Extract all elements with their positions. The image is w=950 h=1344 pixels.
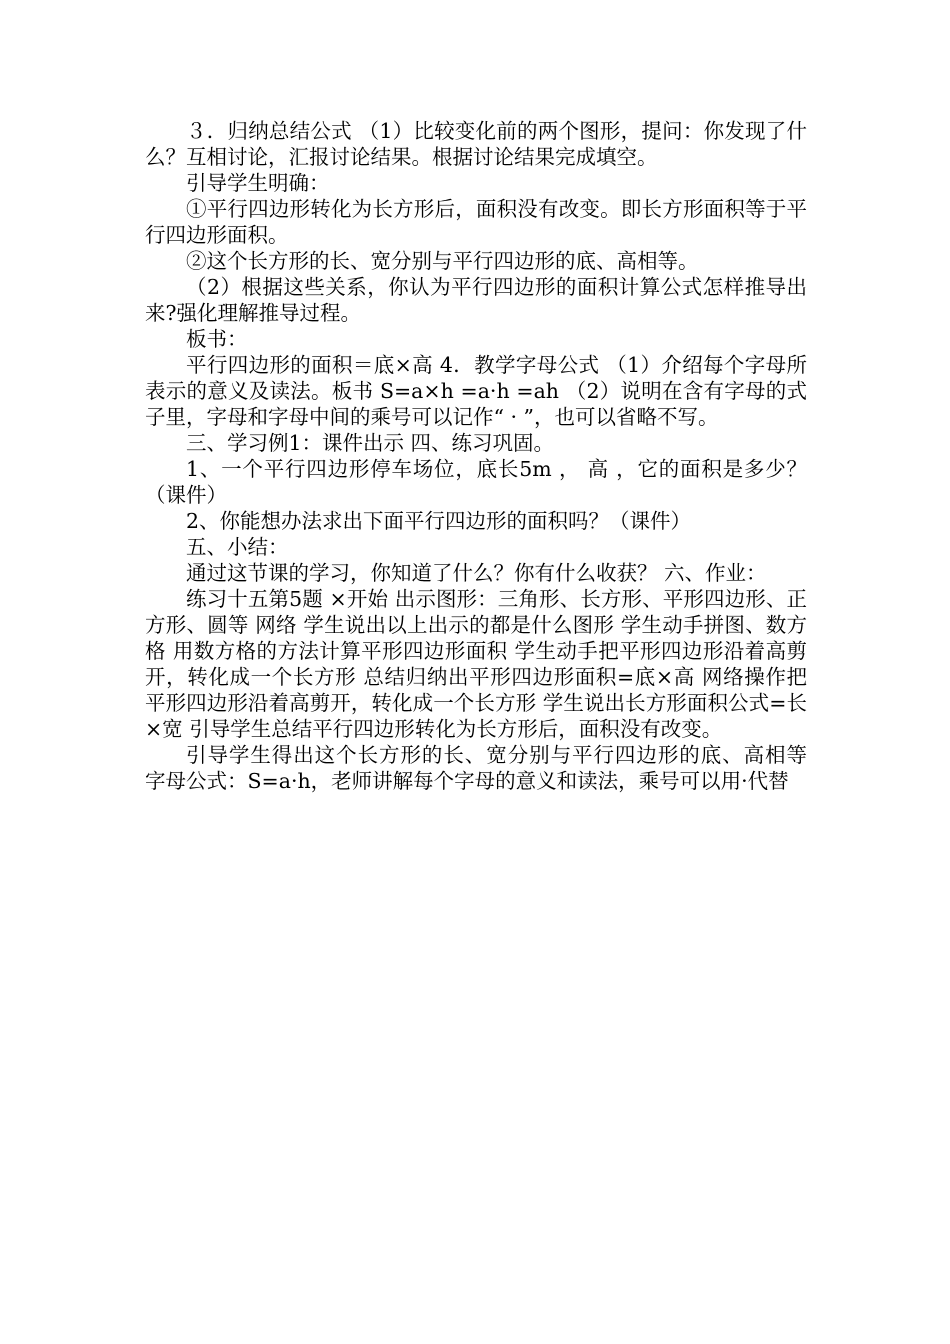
paragraph-point-two: ②这个长方形的长、宽分别与平行四边形的底、高相等。 [186, 249, 699, 273]
paragraph-summary-formula: ３．归纳总结公式 （1）比较变化前的两个图形，提问：你发现了什么？互相讨论，汇报讨论结果。根据讨论结果完成填空。 [145, 119, 807, 169]
paragraph-letter-formula: 引导学生得出这个长方形的长、宽分别与平行四边形的底、高相等 字母公式：S=a·h，老师讲解每个字母的意义和读法，乘号可以用·代替 [145, 743, 807, 793]
paragraph-activity-flow: 练习十五第5题 ×开始 出示图形：三角形、长方形、平形四边形、正方形、圆等 网络 学生说出以上出示的都是什么图形 学生动手拼图、数方格 用数方格的方法计算平形四边形面积 学生动手把平形四边形沿着高剪开，转化成一个长方形 总结归纳出平形四边形面积=底×高 网络操作把平形四边形沿着高剪开，转化成一个长方形 学生说出长方形面积公式=长×宽 引导学生总结平行四边形转化为长方形后，面积没有改变。 [145, 587, 807, 741]
paragraph-point-one: ①平行四边形转化为长方形后，面积没有改变。即长方形面积等于平行四边形面积。 [145, 197, 807, 247]
paragraph-board-heading: 板书： [186, 327, 248, 351]
paragraph-reflection-homework: 通过这节课的学习，你知道了什么？你有什么收获？ 六、作业： [186, 561, 767, 585]
document-body [145, 118, 807, 794]
paragraph-derive-formula: （2）根据这些关系，你认为平行四边形的面积计算公式怎样推导出来?强化理解推导过程。 [145, 275, 807, 325]
paragraph-guide-students: 引导学生明确： [186, 171, 330, 195]
paragraph-area-formula: 平行四边形的面积＝底×高 4．教学字母公式 （1）介绍每个字母所表示的意义及读法。板书 S=a×h =a·h =ah （2）说明在含有字母的式子里，字母和字母中间的乘号可以记作“ · ”，也可以省略不写。 [145, 353, 807, 429]
paragraph-summary-heading: 五、小结： [186, 535, 289, 559]
paragraph-exercise-two: 2、你能想办法求出下面平行四边形的面积吗？（课件） [186, 509, 692, 533]
paragraph-exercise-one: 1、一个平行四边形停车场位，底长5m ， 高 ，它的面积是多少？（课件） [145, 457, 807, 507]
paragraph-section-three-four: 三、学习例1：课件出示 四、练习巩固。 [186, 431, 555, 455]
